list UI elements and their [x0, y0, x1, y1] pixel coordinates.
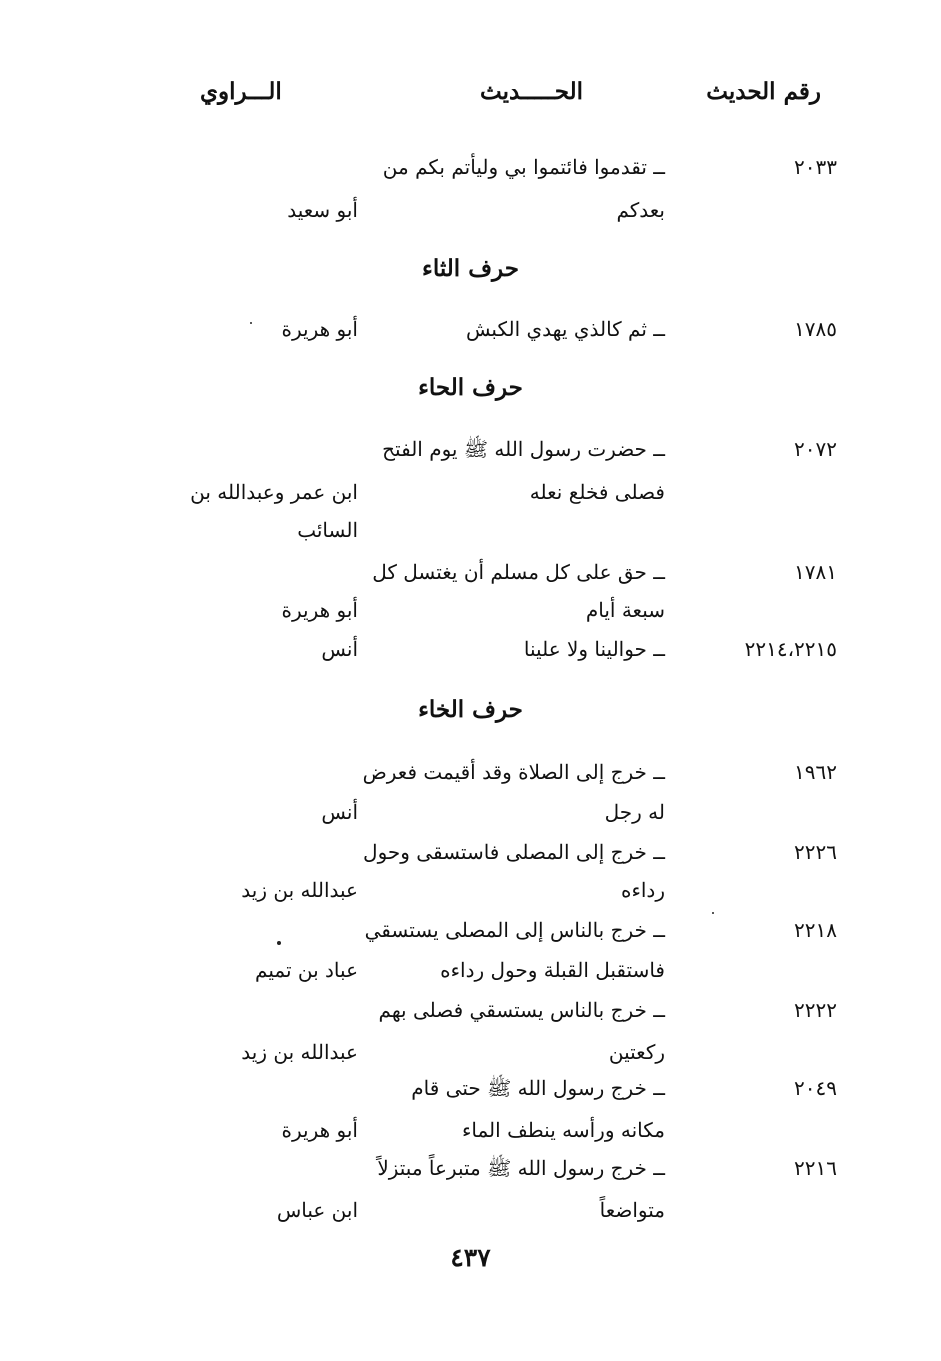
entry-text: ــ خرج إلى الصلاة وقد أقيمت فعرض [362, 760, 665, 784]
entry-text: ــ خرج إلى المصلى فاستسقى وحول [363, 840, 665, 864]
entry-text-cont: متواضعاً [599, 1198, 665, 1222]
entry-number: ٢٢١٦ [794, 1156, 837, 1180]
entry-number: ١٩٦٢ [794, 760, 837, 784]
entry-text-cont: فاستقبل القبلة وحول رداءه [440, 958, 665, 982]
entry-number: ٢٠٧٢ [794, 437, 837, 461]
header-number: رقم الحديث [706, 78, 821, 105]
section-heading: حرف الحاء [418, 374, 523, 401]
entry-narrator: عبدالله بن زيد [241, 1040, 358, 1064]
entry-narrator: أنس [321, 637, 358, 661]
scan-speck [712, 912, 714, 914]
entry-narrator: أبو هريرة [281, 598, 358, 622]
entry-narrator: أبو سعيد [287, 198, 358, 222]
entry-text-cont: رداءه [620, 878, 665, 902]
entry-narrator: أبو هريرة [281, 1118, 358, 1142]
entry-text: ــ خرج رسول الله ﷺ حتى قام [411, 1076, 665, 1100]
entry-text: ــ ثم كالذي يهدي الكبش [465, 317, 665, 341]
entry-text: ــ حضرت رسول الله ﷺ يوم الفتح [382, 437, 665, 461]
entry-text: ــ حق على كل مسلم أن يغتسل كل [372, 560, 665, 584]
entry-text: ــ حوالينا ولا علينا [523, 637, 665, 661]
entry-text: ــ خرج رسول الله ﷺ متبرعاً مبتزلاً [377, 1156, 665, 1180]
entry-text-cont: له رجل [604, 800, 665, 824]
entry-number: ١٧٨٥ [794, 317, 837, 341]
scan-speck [250, 322, 252, 324]
entry-narrator: ابن عمر وعبدالله بن [190, 480, 358, 504]
entry-text-cont: ركعتين [608, 1040, 665, 1064]
scan-speck [277, 941, 281, 945]
entry-text-cont: سبعة أيام [585, 598, 665, 622]
header-hadith: الحـــــديث [480, 78, 583, 105]
entry-number: ٢٢١٤،٢٢١٥ [744, 637, 837, 661]
entry-narrator-cont: السائب [297, 518, 358, 542]
entry-number: ٢٢١٨ [794, 918, 837, 942]
entry-text: ــ خرج بالناس يستسقي فصلى بهم [378, 998, 665, 1022]
entry-text-cont: فصلى فخلع نعله [529, 480, 665, 504]
entry-narrator: ابن عباس [276, 1198, 358, 1222]
entry-number: ٢٠٤٩ [794, 1076, 837, 1100]
entry-number: ٢٢٢٦ [794, 840, 837, 864]
entry-text-cont: مكانه ورأسه ينطف الماء [462, 1118, 665, 1142]
entry-narrator: أبو هريرة [281, 317, 358, 341]
entry-narrator: عباد بن تميم [255, 958, 358, 982]
entry-narrator: عبدالله بن زيد [241, 878, 358, 902]
entry-text-cont: بعدكم [616, 198, 665, 222]
entry-narrator: أنس [321, 800, 358, 824]
section-heading: حرف الثاء [422, 255, 519, 282]
entry-text: ــ تقدموا فائتموا بي وليأتم بكم من [382, 155, 665, 179]
section-heading: حرف الخاء [418, 696, 523, 723]
entry-number: ٢٠٣٣ [794, 155, 837, 179]
entry-number: ١٧٨١ [794, 560, 837, 584]
page-number: ٤٣٧ [450, 1243, 491, 1272]
entry-number: ٢٢٢٢ [794, 998, 837, 1022]
header-narrator: الـــراوي [200, 78, 282, 105]
entry-text: ــ خرج بالناس إلى المصلى يستسقي [364, 918, 665, 942]
